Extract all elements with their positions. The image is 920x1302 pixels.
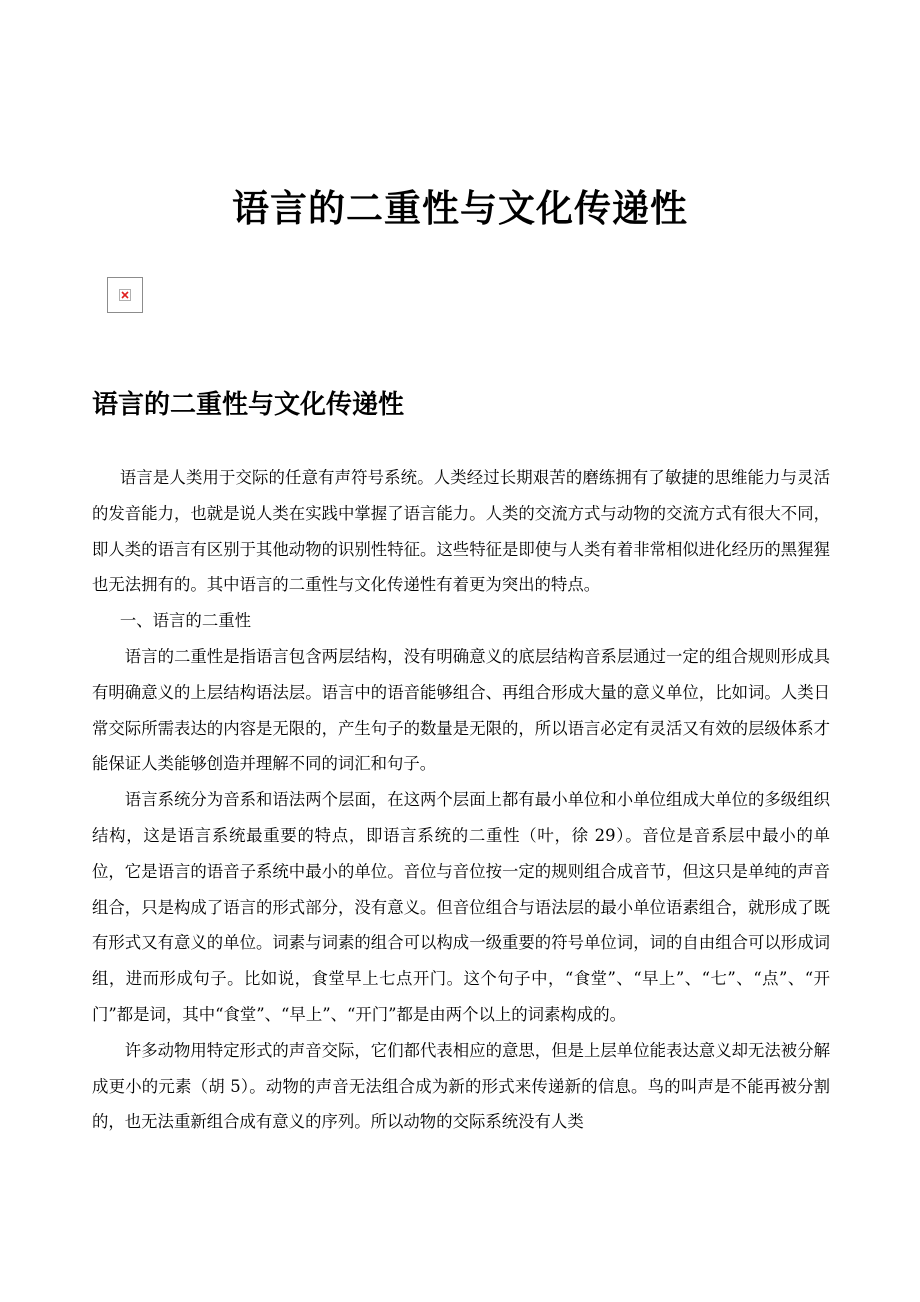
document-title: 语言的二重性与文化传递性 (232, 187, 688, 230)
paragraph: 语言系统分为音系和语法两个层面，在这两个层面上都有最小单位和小单位组成大单位的多级组织结构，这是语言系统最重要的特点，即语言系统的二重性（叶，徐 29）。音位是音系层中最小的单位，它是语言的语音子系统中最小的单位。音位与音位按一定的规则组合成音节，但这只是单纯的声音组合，只是构成了语言的形式部分，没有意义。但音位组合与语法层的最小单位语素组合，就形成了既有形式又有意义的单位。词素与词素的组合可以构成一级重要的符号单位词，词的自由组合可以形成词组，进而形成句子。比如说，食堂早上七点开门。这个句子中，“食堂”、“早上”、“七”、“点”、“开门”都是词，其中“食堂”、“早上”、“开门”都是由两个以上的词素构成的。 (92, 790, 830, 1024)
paragraph-intro: 语言是人类用于交际的任意有声符号系统。人类经过长期艰苦的磨练拥有了敏捷的思维能力与灵活的发音能力，也就是说人类在实践中掌握了语言能力。人类的交流方式与动物的交流方式有很大不同，即人类的语言有区别于其他动物的识别性特征。这些特征是即使与人类有着非常相似进化经历的黑猩猩也无法拥有的。其中语言的二重性与文化传递性有着更为突出的特点。 (92, 468, 830, 595)
paragraph: 语言的二重性是指语言包含两层结构，没有明确意义的底层结构音系层通过一定的组合规则形成具有明确意义的上层结构语法层。语言中的语音能够组合、再组合形成大量的意义单位，比如词。人类日常交际所需表达的内容是无限的，产生句子的数量是无限的，所以语言必定有灵活又有效的层级体系才能保证人类能够创造并理解不同的词汇和句子。 (92, 646, 830, 774)
body-text (92, 460, 830, 1140)
broken-image-icon (119, 289, 131, 301)
broken-image-placeholder (107, 277, 143, 313)
subsection-heading: 一、语言的二重性 (119, 611, 251, 631)
section-heading: 语言的二重性与文化传递性 (92, 390, 405, 420)
paragraph: 许多动物用特定形式的声音交际，它们都代表相应的意思，但是上层单位能表达意义却无法被分解成更小的元素（胡 5）。动物的声音无法组合成为新的形式来传递新的信息。鸟的叫声是不能再被分割的，也无法重新组合成有意义的序列。所以动物的交际系统没有人类 (92, 1040, 830, 1132)
